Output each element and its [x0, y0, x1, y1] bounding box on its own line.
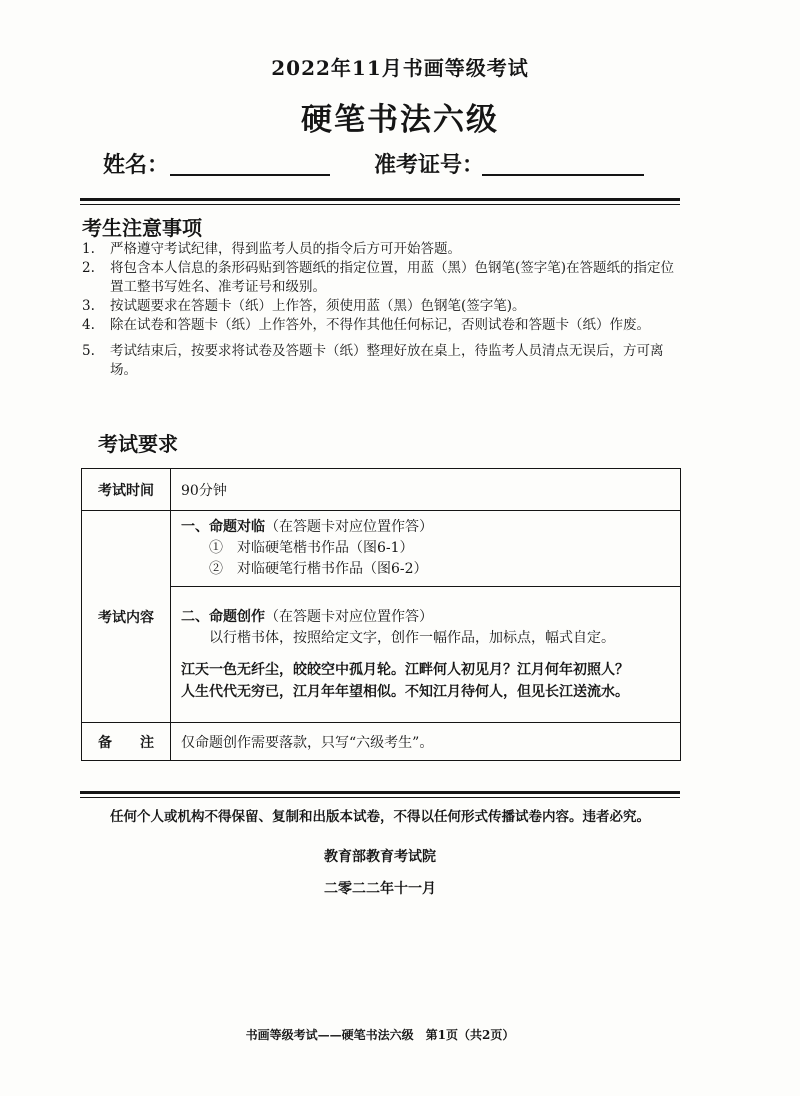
notice-item: 2. 将包含本人信息的条形码贴到答题纸的指定位置，用蓝（黑）色钢笔(签字笔)在答题纸的指定位置工整书写姓名、准考证号和级别。 [82, 260, 675, 295]
content-label: 考试内容 [82, 511, 171, 723]
notice-heading: 考生注意事项 [82, 216, 202, 240]
part2-heading: 二、命题创作（在答题卡对应位置作答） [181, 608, 433, 625]
poem-line: 人生代代无穷已，江月年年望相似。不知江月待何人，但见长江送流水。 [181, 683, 629, 700]
table-row [82, 469, 681, 511]
header-divider-thin [80, 204, 680, 205]
remark-value: 仅命题创作需要落款，只写“六级考生”。 [171, 723, 681, 761]
time-value: 90分钟 [171, 469, 681, 511]
table-row [82, 723, 681, 761]
copyright-notice: 任何个人或机构不得保留、复制和出版本试卷，不得以任何形式传播试卷内容。违者必究。 [110, 809, 650, 825]
bottom-divider-thin [80, 797, 680, 798]
id-label: 准考证号： [374, 152, 485, 178]
notice-item: 1. 严格遵守考试纪律，得到监考人员的指令后方可开始答题。 [82, 241, 461, 257]
header-divider-thick [80, 198, 680, 201]
name-label: 姓名： [103, 152, 170, 178]
part1-item: ② 对临硬笔行楷书作品（图6-2） [209, 561, 428, 577]
notice-item: 4. 除在试卷和答题卡（纸）上作答外，不得作其他任何标记，否则试卷和答题卡（纸）作废。 [82, 317, 650, 333]
subject-title: 硬笔书法六级 [301, 102, 499, 138]
issue-date: 二零二二年十一月 [324, 881, 436, 897]
time-label: 考试时间 [82, 469, 171, 511]
table-row [82, 587, 681, 723]
issuer: 教育部教育考试院 [324, 849, 436, 865]
requirements-table [81, 468, 681, 761]
poem-line: 江天一色无纤尘，皎皎空中孤月轮。江畔何人初见月？江月何年初照人？ [181, 661, 629, 678]
notice-item: 5. 考试结束后，按要求将试卷及答题卡（纸）整理好放在桌上，待监考人员清点无误后，方可离场。 [82, 343, 664, 378]
exam-title: 2022年11月书画等级考试 [271, 56, 529, 80]
part1-heading: 一、命题对临（在答题卡对应位置作答） [181, 519, 433, 535]
part2-cell [171, 587, 681, 723]
name-blank-line [170, 174, 330, 176]
poem-text [181, 659, 670, 703]
requirements-heading: 考试要求 [98, 432, 178, 456]
table-row [82, 511, 681, 587]
notice-item: 3. 按试题要求在答题卡（纸）上作答，须使用蓝（黑）色钢笔(签字笔)。 [82, 298, 526, 314]
part1-item: ① 对临硬笔楷书作品（图6-1） [209, 540, 414, 556]
notice-list [82, 240, 682, 380]
bottom-divider-thick [80, 791, 680, 794]
id-blank-line [482, 174, 644, 176]
part2-description: 以行楷书体，按照给定文字，创作一幅作品，加标点，幅式自定。 [209, 629, 615, 646]
part1-cell [171, 511, 681, 587]
page-footer: 书画等级考试——硬笔书法六级 第1页（共2页） [245, 1028, 515, 1042]
remark-label: 备 注 [82, 723, 171, 761]
